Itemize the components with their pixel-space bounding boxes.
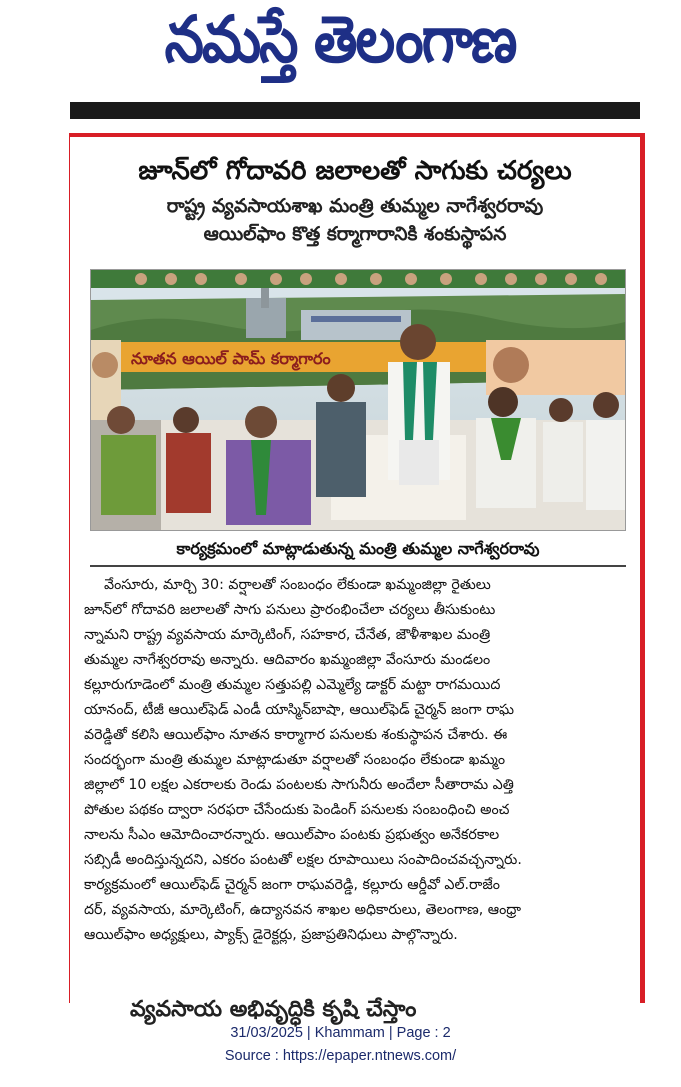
body-line: న్నామని రాష్ట్ర వ్యవసాయ మార్కెటింగ్, సహకార, చేనేత, జౌళీశాఖల మంత్రి — [84, 627, 491, 643]
footer-source[interactable]: Source : https://epaper.ntnews.com/ — [224, 1048, 457, 1064]
body-line: వేంసూరు, మార్చి 30: వర్షాలతో సంబంధం లేకుండా ఖమ్మంజిల్లా రైతులు — [104, 577, 491, 593]
body-line: ఆయిల్‌ఫాం అధ్యక్షులు, ప్యాక్స్ డైరెక్టర్లు, ప్రజాప్రతినిధులు పాల్గొన్నారు. — [84, 927, 458, 943]
article-frame — [69, 133, 645, 1022]
body-line: కల్లూరుగూడెంలో మంత్రి తుమ్మల సత్తుపల్లి ఎమ్మెల్యే డాక్టర్ మట్టా రాగమయిద — [84, 677, 501, 693]
body-line: నాలను సీఎం ఆమోదించారన్నారు. ఆయిల్‌పాం పంటకు ప్రభుత్వం అనేకరకాల — [84, 827, 500, 843]
top-rule — [70, 102, 640, 119]
photo-caption: కార్యక్రమంలో మాట్లాడుతున్న మంత్రి తుమ్మల నాగేశ్వరరావు — [176, 539, 540, 558]
body-line: దర్, వ్యవసాయ, మార్కెటింగ్, ఉద్యానవన శాఖల అధికారులు, తెలంగాణ, ఆంధ్రా — [84, 902, 522, 918]
article-headline: జూన్‌లో గోదావరి జలాలతో సాగుకు చర్యలు — [138, 156, 572, 186]
body-line: యానంద్, టీజీ ఆయిల్‌ఫెడ్ ఎండీ యాస్మిన్‌బాషా, ఆయిల్‌ఫెడ్ చైర్మన్ జంగా రాఘ — [84, 702, 514, 718]
body-line: తుమ్మల నాగేశ్వరరావు అన్నారు. ఆదివారం ఖమ్మంజిల్లా వేంసూరు మండలం — [84, 652, 491, 668]
article-body — [84, 573, 632, 948]
caption-divider — [90, 565, 626, 567]
masthead — [0, 0, 681, 96]
photo-illustration — [91, 270, 625, 530]
photo-banner-text: నూతన ఆయిల్ పామ్ కర్మాగారం — [131, 349, 331, 368]
masthead-logo: నమస్తే తెలంగాణ — [164, 3, 516, 78]
body-line: జిల్లాలో 10 లక్షల ఎకరాలకు రెండు పంటలకు సాగునీరు అందేలా సీతారామ ఎత్తి — [84, 777, 514, 793]
body-line: జూన్‌లో గోదావరి జలాలతో సాగు పనులు ప్రారంభించేలా చర్యలు తీసుకుంటు — [84, 602, 496, 618]
article-subhead-2: ఆయిల్‌ఫాం కొత్త కర్మాగారానికి శంకుస్థాపన — [203, 223, 507, 245]
body-line: సందర్భంగా మంత్రి తుమ్మల మాట్లాడుతూ వర్షాలతో సంబంధం లేకుండా ఖమ్మం — [84, 752, 506, 768]
body-line: కార్యక్రమంలో ఆయిల్‌ఫెడ్ చైర్మన్ జంగా రాఘవరెడ్డి, కల్లూరు ఆర్డీవో ఎల్.రాజేం — [84, 877, 500, 893]
body-line: పోతుల పథకం ద్వారా సరఫరా చేసేందుకు పెండింగ్ పనులకు సంబంధించి అంచ — [84, 802, 510, 818]
footer-date-edition: 31/03/2025 | Khammam | Page : 2 — [230, 1025, 451, 1041]
article-photo — [90, 269, 626, 531]
body-line: వరెడ్డితో కలిసి ఆయిల్‌ఫాం నూతన కార్మాగార పనులకు శంకుస్థాపన చేశారు. ఈ — [84, 727, 508, 743]
article-subhead-1: రాష్ట్ర వ్యవసాయశాఖ మంత్రి తుమ్మల నాగేశ్వరరావు — [166, 195, 544, 217]
next-article-headline: వ్యవసాయ అభివృద్ధికి కృషి చేస్తాం — [130, 997, 417, 1022]
next-article-headline-cutoff — [130, 997, 590, 1022]
body-line: సబ్సిడీ అందిస్తున్నదని, ఎకరం పంటతో లక్షల రూపాయిలు సంపాదించవచ్చన్నారు. — [84, 852, 522, 868]
